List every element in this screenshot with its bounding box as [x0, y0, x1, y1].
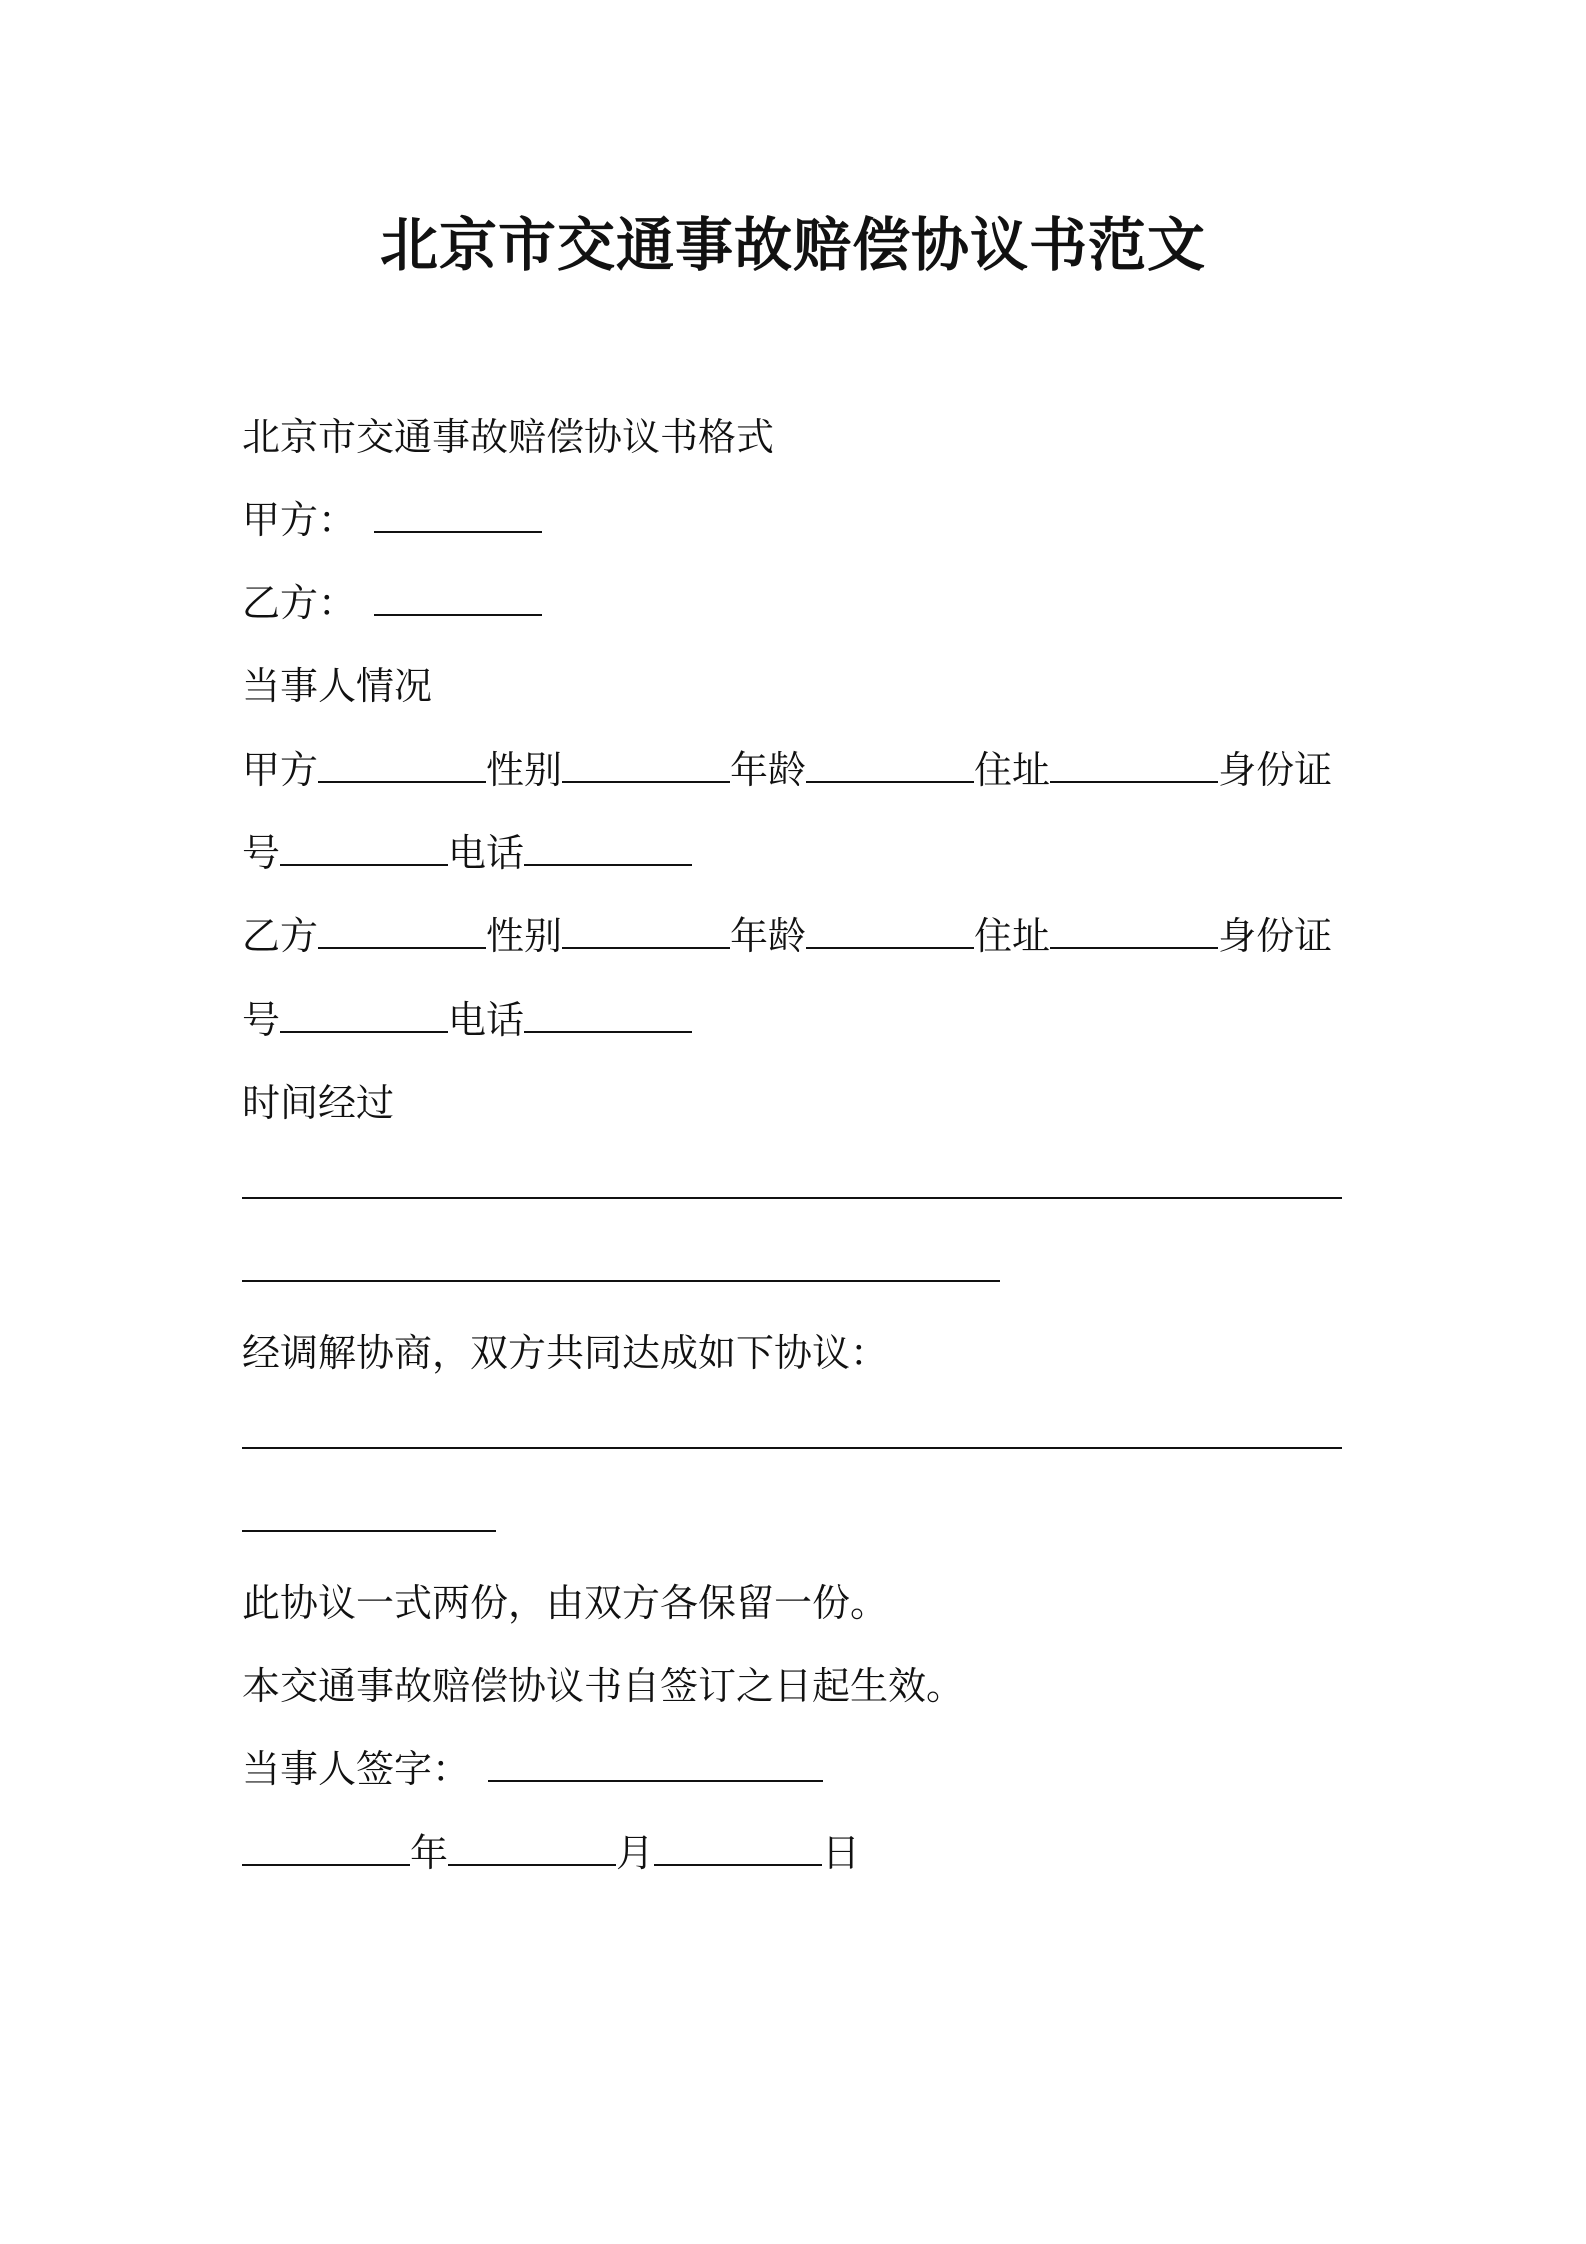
party-b-phone-blank[interactable] — [524, 995, 692, 1033]
month-blank[interactable] — [448, 1828, 616, 1866]
party-a-blank[interactable] — [374, 495, 542, 533]
age-label: 年龄 — [730, 914, 807, 958]
party-b-address-blank[interactable] — [1050, 911, 1218, 949]
phone-label: 电话 — [448, 831, 525, 875]
party-b-name-blank[interactable] — [318, 911, 486, 949]
party-b-label: 乙方： — [242, 581, 357, 625]
subtitle: 北京市交通事故赔偿协议书格式 — [242, 415, 775, 459]
day-blank[interactable] — [654, 1828, 822, 1866]
party-b-details-line-1 — [242, 911, 1332, 961]
copies-text: 此协议一式两份，由双方各保留一份。 — [242, 1581, 889, 1625]
agreement-intro: 经调解协商，双方共同达成如下协议： — [242, 1331, 889, 1375]
incident-blank-line-1 — [242, 1161, 1342, 1211]
party-a-prefix: 甲方 — [242, 748, 319, 792]
party-a-address-blank[interactable] — [1050, 745, 1218, 783]
year-label: 年 — [410, 1831, 449, 1875]
id-label-start: 身份证 — [1218, 914, 1333, 958]
agreement-blank-line-2 — [242, 1494, 496, 1544]
year-blank[interactable] — [242, 1828, 410, 1866]
address-label: 住址 — [974, 914, 1051, 958]
incident-heading: 时间经过 — [242, 1081, 395, 1125]
address-label: 住址 — [974, 748, 1051, 792]
party-b-blank[interactable] — [374, 578, 542, 616]
party-a-details-line-1 — [242, 745, 1332, 795]
signature-line — [242, 1744, 823, 1794]
parties-heading: 当事人情况 — [242, 664, 433, 708]
effective-text: 本交通事故赔偿协议书自签订之日起生效。 — [242, 1664, 965, 1708]
party-a-details-line-2 — [242, 828, 692, 878]
party-b-id-blank[interactable] — [280, 995, 448, 1033]
party-a-name-blank[interactable] — [318, 745, 486, 783]
party-a-phone-blank[interactable] — [524, 828, 692, 866]
incident-blank-1[interactable] — [242, 1161, 1342, 1199]
party-a-id-blank[interactable] — [280, 828, 448, 866]
party-a-age-blank[interactable] — [806, 745, 974, 783]
party-a-label: 甲方： — [242, 498, 357, 542]
month-label: 月 — [616, 1831, 655, 1875]
party-a-line — [242, 495, 542, 545]
incident-blank-2[interactable] — [242, 1244, 1000, 1282]
document-title: 北京市交通事故赔偿协议书范文 — [379, 211, 1206, 279]
id-label-start: 身份证 — [1218, 748, 1333, 792]
gender-label: 性别 — [486, 748, 563, 792]
gender-label: 性别 — [486, 914, 563, 958]
agreement-blank-1[interactable] — [242, 1411, 1342, 1449]
agreement-blank-line-1 — [242, 1411, 1342, 1461]
age-label: 年龄 — [730, 748, 807, 792]
party-b-prefix: 乙方 — [242, 914, 319, 958]
party-a-gender-blank[interactable] — [562, 745, 730, 783]
incident-blank-line-2 — [242, 1244, 1000, 1294]
party-b-age-blank[interactable] — [806, 911, 974, 949]
signature-label: 当事人签字： — [242, 1747, 471, 1791]
agreement-blank-2[interactable] — [242, 1494, 496, 1532]
party-b-details-line-2 — [242, 995, 692, 1045]
party-b-gender-blank[interactable] — [562, 911, 730, 949]
id-label-end: 号 — [242, 998, 281, 1042]
id-label-end: 号 — [242, 831, 281, 875]
date-line — [242, 1828, 860, 1878]
day-label: 日 — [822, 1831, 861, 1875]
signature-blank[interactable] — [488, 1744, 823, 1782]
phone-label: 电话 — [448, 998, 525, 1042]
party-b-line — [242, 578, 542, 628]
